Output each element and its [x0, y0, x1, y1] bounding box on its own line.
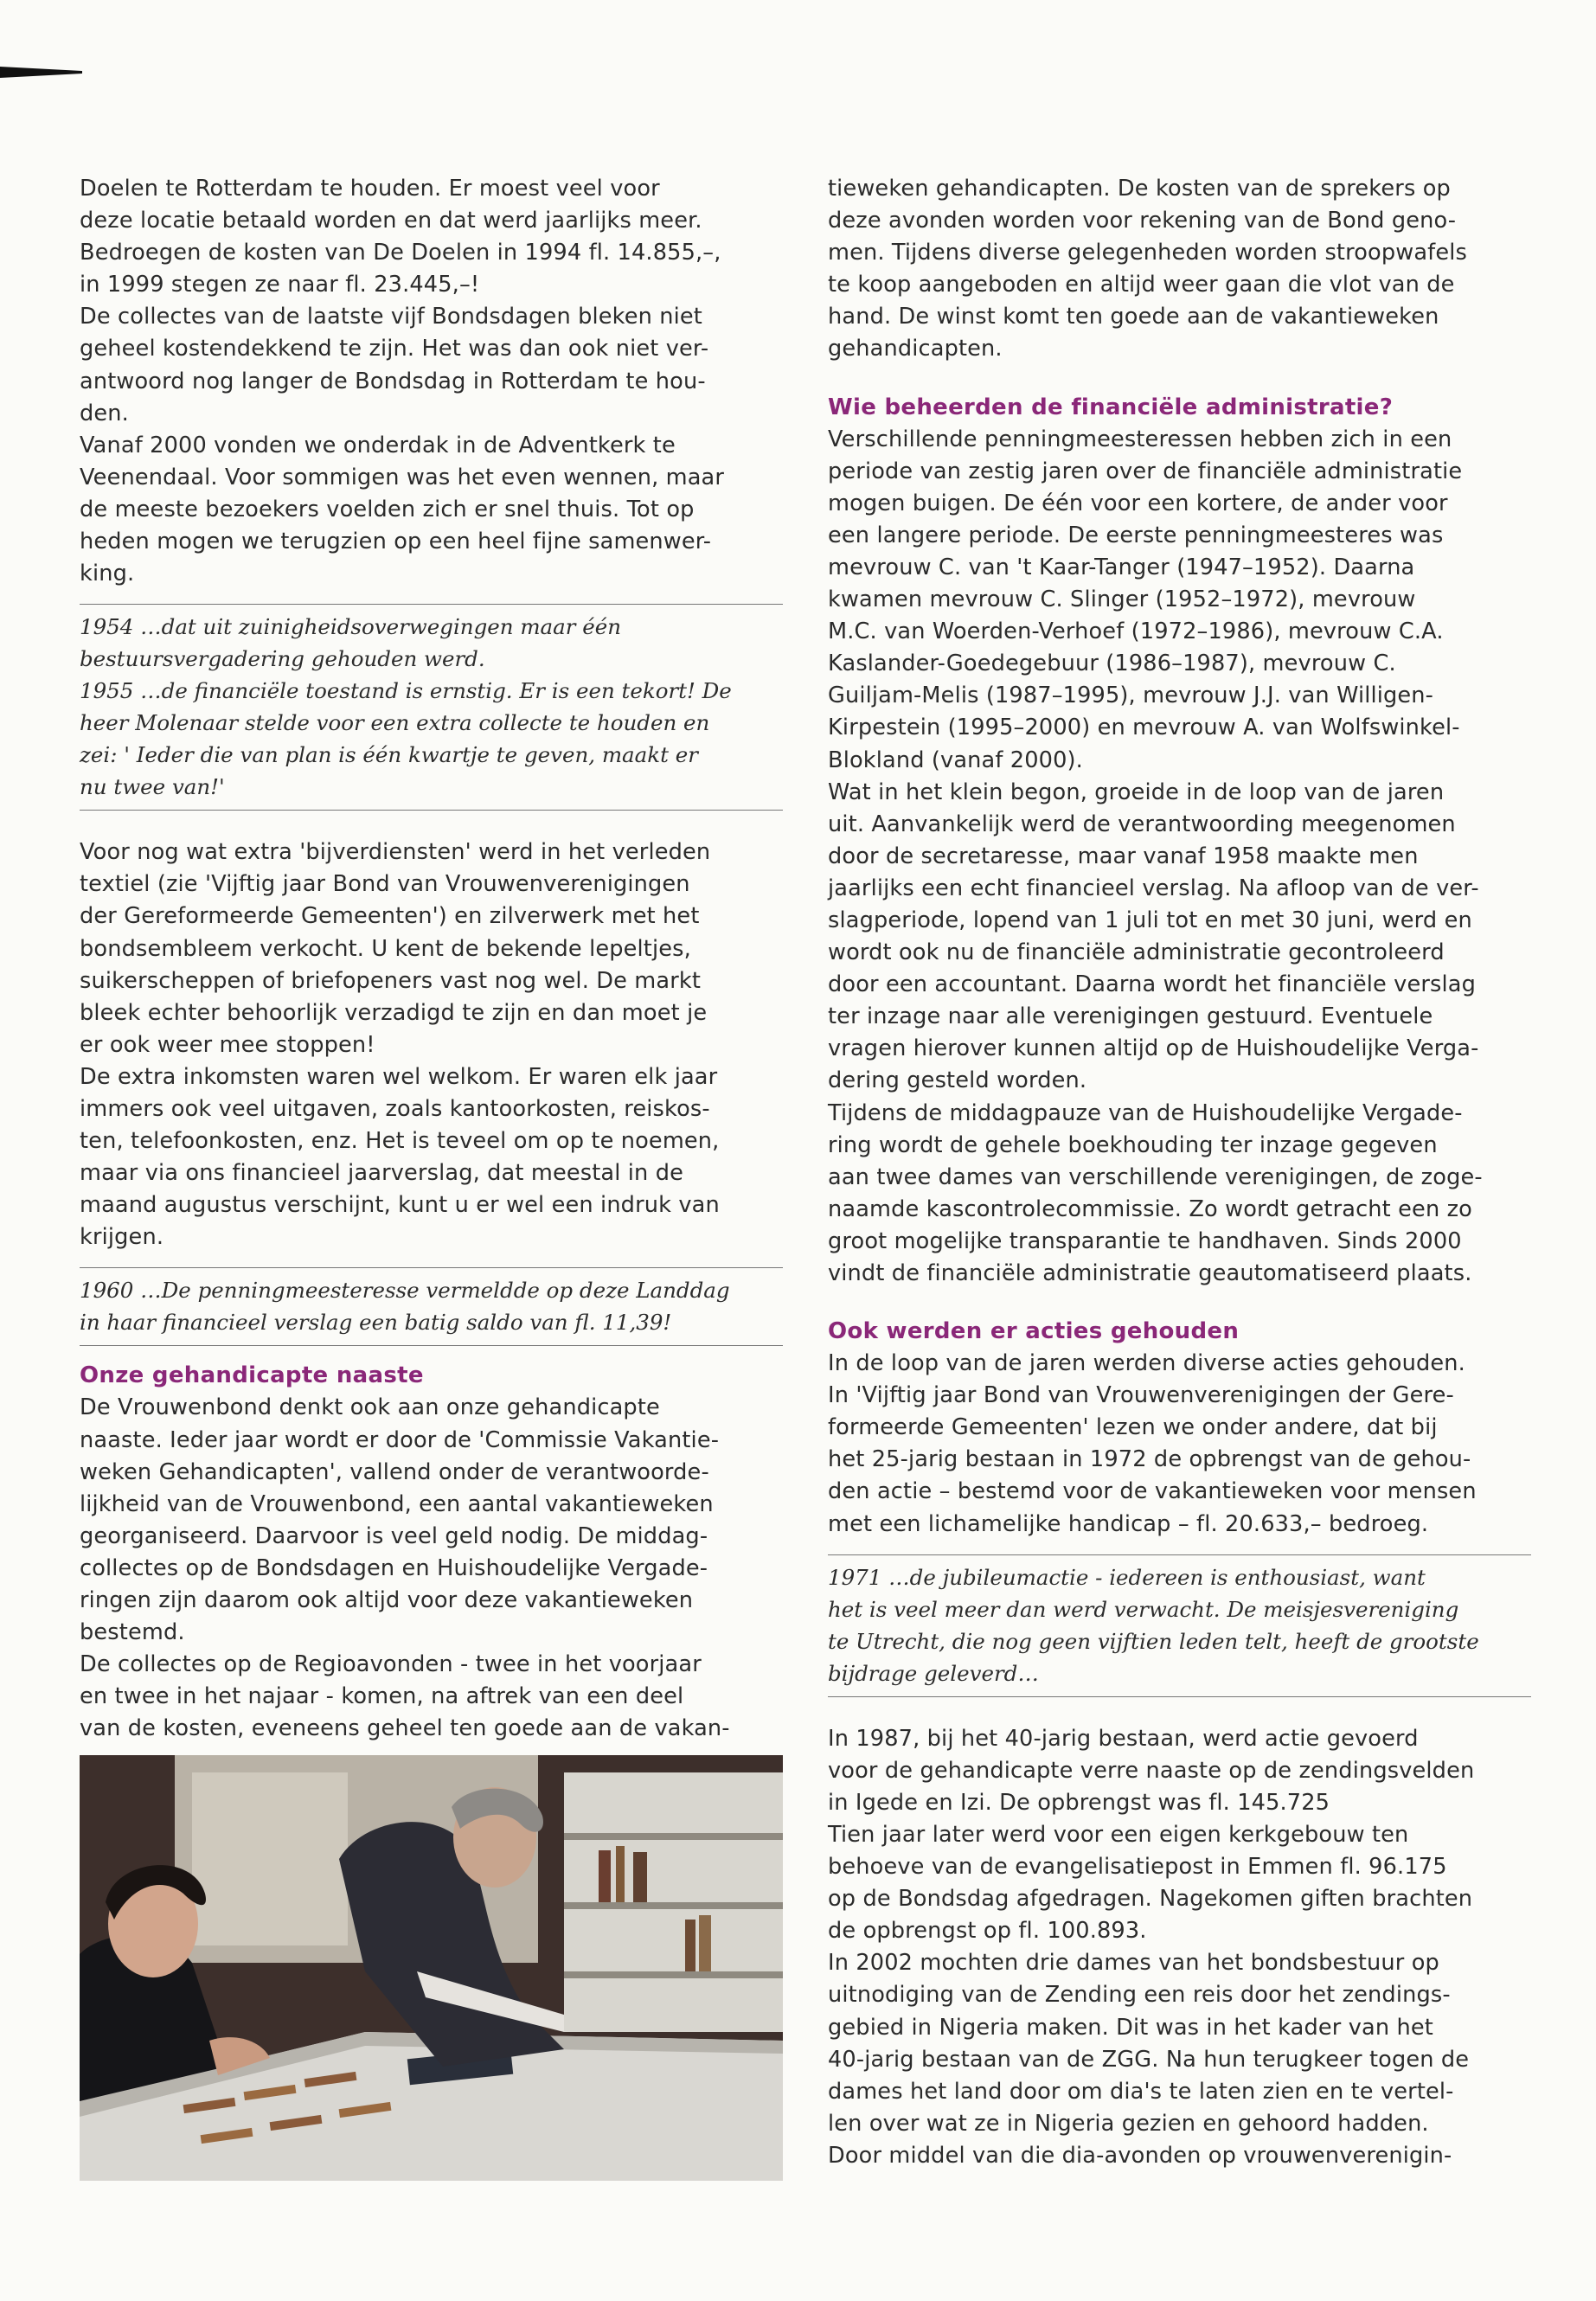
section-heading-financiele-administratie: Wie beheerden de financiële administratie?: [828, 394, 1394, 420]
text-line: krijgen.: [80, 1224, 164, 1251]
text-line: mevrouw C. van 't Kaar-Tanger (1947–1952). Daarna: [828, 554, 1415, 580]
text-line: formeerde Gemeenten' lezen we onder andere, dat bij: [828, 1414, 1438, 1441]
text-line: Verschillende penningmeesteressen hebben zich in een: [828, 426, 1452, 452]
text-line: behoeve van de evangelisatiepost in Emmen fl. 96.175: [828, 1854, 1447, 1881]
text-line: Wat in het klein begon, groeide in de loop van de jaren: [828, 779, 1445, 805]
text-line: Vanaf 2000 vonden we onderdak in de Adventkerk te: [80, 432, 676, 458]
text-line: weken Gehandicapten', vallend onder de verantwoorde-: [80, 1458, 709, 1485]
text-line: Guiljam-Melis (1987–1995), mevrouw J.J. van Willigen-: [828, 683, 1434, 709]
text-line: aan twee dames van verschillende verenigingen, de zoge-: [828, 1163, 1483, 1190]
text-line: voor de gehandicapte verre naaste op de zendingsvelden: [828, 1757, 1475, 1784]
text-line: er ook weer mee stoppen!: [80, 1031, 375, 1058]
text-line: dering gesteld worden.: [828, 1067, 1087, 1094]
text-line: len over wat ze in Nigeria gezien en gehoord hadden.: [828, 2110, 1429, 2137]
text-line: vindt de financiële administratie geautomatiseerd plaats.: [828, 1260, 1472, 1286]
text-line: deze avonden worden voor rekening van de Bond geno-: [828, 208, 1457, 234]
left-column: [80, 173, 783, 2181]
quote-line: te Utrecht, die nog geen vijftien leden telt, heeft de grootste: [828, 1628, 1479, 1654]
text-line: den.: [80, 400, 129, 426]
text-line: Bedroegen de kosten van De Doelen in 1994 fl. 14.855,–,: [80, 240, 721, 266]
text-line: door de secretaresse, maar vanaf 1958 maakte men: [828, 843, 1419, 869]
quote-line: bestuursvergadering gehouden werd.: [80, 646, 485, 672]
text-line: king.: [80, 561, 135, 587]
text-line: slagperiode, lopend van 1 juli tot en met 30 juni, werd en: [828, 907, 1472, 933]
text-line: hand. De winst komt ten goede aan de vakantieweken: [828, 304, 1439, 330]
text-line: In 'Vijftig jaar Bond van Vrouwenverenigingen der Gere-: [828, 1382, 1454, 1409]
text-line: op de Bondsdag afgedragen. Nagekomen giften brachten: [828, 1886, 1473, 1913]
text-line: textiel (zie 'Vijftig jaar Bond van Vrouwenverenigingen: [80, 871, 690, 898]
text-line: De Vrouwenbond denkt ook aan onze gehandicapte: [80, 1394, 660, 1421]
text-line: Kirpestein (1995–2000) en mevrouw A. van Wolfswinkel-: [828, 715, 1460, 741]
text-line: geheel kostendekkend te zijn. Het was dan ook niet ver-: [80, 336, 709, 362]
text-line: Tijdens de middagpauze van de Huishoudelijke Vergade-: [828, 1099, 1463, 1126]
text-line: uit. Aanvankelijk werd de verantwoording meegenomen: [828, 811, 1456, 837]
quote-line: nu twee van!': [80, 774, 225, 800]
text-line: men. Tijdens diverse gelegenheden worden stroopwafels: [828, 240, 1467, 266]
paragraph-extra-income: [80, 836, 783, 1253]
text-line: georganiseerd. Daarvoor is veel geld nodig. De middag-: [80, 1522, 708, 1549]
text-line: ring wordt de gehele boekhouding ter inzage gegeven: [828, 1131, 1438, 1158]
text-line: In 1987, bij het 40-jarig bestaan, werd actie gevoerd: [828, 1725, 1419, 1752]
text-line: collectes op de Bondsdagen en Huishoudelijke Vergade-: [80, 1554, 708, 1581]
paragraph-venue-costs: [80, 173, 783, 590]
quote-line: 1955 …de financiële toestand is ernstig. Er is een tekort! De: [80, 678, 732, 704]
text-line: immers ook veel uitgaven, zoals kantoorkosten, reiskos-: [80, 1095, 710, 1122]
text-line: bondsembleem verkocht. U kent de bekende lepeltjes,: [80, 935, 691, 962]
text-line: te koop aangeboden en altijd weer gaan die vlot van de: [828, 272, 1455, 298]
text-line: een langere periode. De eerste penningmeesteres was: [828, 522, 1444, 548]
text-line: gehandicapten.: [828, 336, 1003, 362]
text-line: maar via ons financieel jaarverslag, dat meestal in de: [80, 1160, 683, 1187]
quote-line: 1954 …dat uit zuinigheidsoverwegingen maar één: [80, 614, 622, 640]
text-line: vragen hierover kunnen altijd op de Huishoudelijke Verga-: [828, 1035, 1479, 1062]
text-line: tieweken gehandicapten. De kosten van de sprekers op: [828, 176, 1451, 202]
text-line: de meeste bezoekers voelden zich er snel thuis. Tot op: [80, 496, 695, 522]
text-line: den actie – bestemd voor de vakantieweken voor mensen: [828, 1478, 1477, 1505]
text-line: lijkheid van de Vrouwenbond, een aantal vakantieweken: [80, 1490, 714, 1517]
text-line: gebied in Nigeria maken. Dit was in het kader van het: [828, 2014, 1433, 2041]
text-line: groot mogelijke transparantie te handhaven. Sinds 2000: [828, 1227, 1462, 1254]
text-line: suikerscheppen of briefopeners vast nog wel. De markt: [80, 967, 702, 994]
text-line: door een accountant. Daarna wordt het financiële verslag: [828, 971, 1477, 998]
text-line: de opbrengst op fl. 100.893.: [828, 1918, 1147, 1945]
text-line: 40-jarig bestaan van de ZGG. Na hun terugkeer togen de: [828, 2046, 1470, 2073]
text-line: naaste. Ieder jaar wordt er door de 'Commissie Vakantie-: [80, 1426, 720, 1453]
text-line: in 1999 stegen ze naar fl. 23.445,–!: [80, 272, 480, 298]
quote-line: het is veel meer dan werd verwacht. De meisjesvereniging: [828, 1596, 1459, 1622]
text-line: M.C. van Woerden-Verhoef (1972–1986), mevrouw C.A.: [828, 619, 1444, 645]
quote-line: bijdrage geleverd…: [828, 1660, 1039, 1686]
text-line: het 25-jarig bestaan in 1972 de opbrengst van de gehou-: [828, 1446, 1471, 1473]
text-line: en twee in het najaar - komen, na aftrek van een deel: [80, 1683, 684, 1710]
paragraph-gehandicapte: [80, 1392, 783, 1745]
right-column: [828, 173, 1531, 2172]
quote-line: in haar financieel verslag een batig saldo van fl. 11,39!: [80, 1310, 672, 1336]
quote-1960: [80, 1267, 783, 1346]
text-line: in Igede en Izi. De opbrengst was fl. 145.725: [828, 1789, 1330, 1816]
text-line: uitnodiging van de Zending een reis door het zendings-: [828, 1982, 1451, 2009]
text-line: Blokland (vanaf 2000).: [828, 747, 1083, 773]
text-line: antwoord nog langer de Bondsdag in Rotterdam te hou-: [80, 368, 706, 394]
quote-line: 1971 …de jubileumactie - iedereen is enthousiast, want: [828, 1564, 1426, 1590]
quote-1971: [828, 1554, 1531, 1697]
text-line: mogen buigen. De één voor een kortere, de ander voor: [828, 490, 1448, 516]
page-corner-mark: [0, 61, 82, 78]
text-line: kwamen mevrouw C. Slinger (1952–1972), mevrouw: [828, 586, 1416, 613]
text-line: ten, telefoonkosten, enz. Het is teveel om op te noemen,: [80, 1128, 720, 1155]
text-line: Kaslander-Goedegebuur (1986–1987), mevrouw C.: [828, 651, 1396, 677]
text-line: In 2002 mochten drie dames van het bondsbestuur op: [828, 1950, 1439, 1977]
section-heading-gehandicapte-naaste: Onze gehandicapte naaste: [80, 1362, 424, 1389]
text-line: deze locatie betaald worden en dat werd jaarlijks meer.: [80, 208, 702, 234]
text-line: periode van zestig jaren over de financiële administratie: [828, 458, 1463, 484]
text-line: Doelen te Rotterdam te houden. Er moest veel voor: [80, 176, 660, 202]
text-line: Veenendaal. Voor sommigen was het even wennen, maar: [80, 464, 725, 490]
section-heading-acties: Ook werden er acties gehouden: [828, 1318, 1240, 1345]
paragraph-acties: [828, 1348, 1531, 1541]
text-line: der Gereformeerde Gemeenten') en zilverwerk met het: [80, 903, 700, 930]
text-line: dames het land door om dia's te laten zien en te vertel-: [828, 2078, 1454, 2105]
text-line: met een lichamelijke handicap – fl. 20.633,– bedroeg.: [828, 1510, 1429, 1537]
text-line: De collectes op de Regioavonden - twee in het voorjaar: [80, 1651, 702, 1678]
text-line: Door middel van die dia-avonden op vrouwenverenigin-: [828, 2142, 1452, 2169]
text-line: jaarlijks een echt financieel verslag. Na afloop van de ver-: [828, 875, 1479, 901]
text-line: van de kosten, eveneens geheel ten goede aan de vakan-: [80, 1715, 730, 1742]
text-line: In de loop van de jaren werden diverse acties gehouden.: [828, 1350, 1465, 1377]
paragraph-jubileum-acties: [828, 1723, 1531, 2172]
text-line: bestemd.: [80, 1619, 185, 1646]
text-line: ter inzage naar alle verenigingen gestuurd. Eventuele: [828, 1003, 1433, 1030]
text-line: ringen zijn daarom ook altijd voor deze vakantieweken: [80, 1587, 694, 1613]
quote-1954-1955: [80, 604, 783, 811]
text-line: Voor nog wat extra 'bijverdiensten' werd in het verleden: [80, 839, 711, 866]
quote-line: zei: ' Ieder die van plan is één kwartje te geven, maakt er: [80, 742, 698, 768]
text-line: De collectes van de laatste vijf Bondsdagen bleken niet: [80, 304, 702, 330]
text-line: bleek echter behoorlijk verzadigd te zijn en dan moet je: [80, 999, 708, 1026]
quote-line: 1960 …De penningmeesteresse vermeldde op deze Landdag: [80, 1278, 730, 1304]
paragraph-penningmeesteressen: [828, 424, 1531, 1291]
text-line: naamde kascontrolecommissie. Zo wordt getracht een zo: [828, 1195, 1472, 1222]
text-line: wordt ook nu de financiële administratie gecontroleerd: [828, 939, 1445, 966]
text-line: De extra inkomsten waren wel welkom. Er waren elk jaar: [80, 1063, 718, 1090]
quote-line: heer Molenaar stelde voor een extra collecte te houden en: [80, 710, 710, 736]
text-line: Tien jaar later werd voor een eigen kerkgebouw ten: [828, 1821, 1409, 1848]
paragraph-vakantieweken: [828, 173, 1531, 366]
photo-women-at-table: [80, 1755, 783, 2181]
text-line: maand augustus verschijnt, kunt u er wel een indruk van: [80, 1192, 720, 1219]
text-line: heden mogen we terugzien op een heel fijne samenwer-: [80, 529, 712, 555]
